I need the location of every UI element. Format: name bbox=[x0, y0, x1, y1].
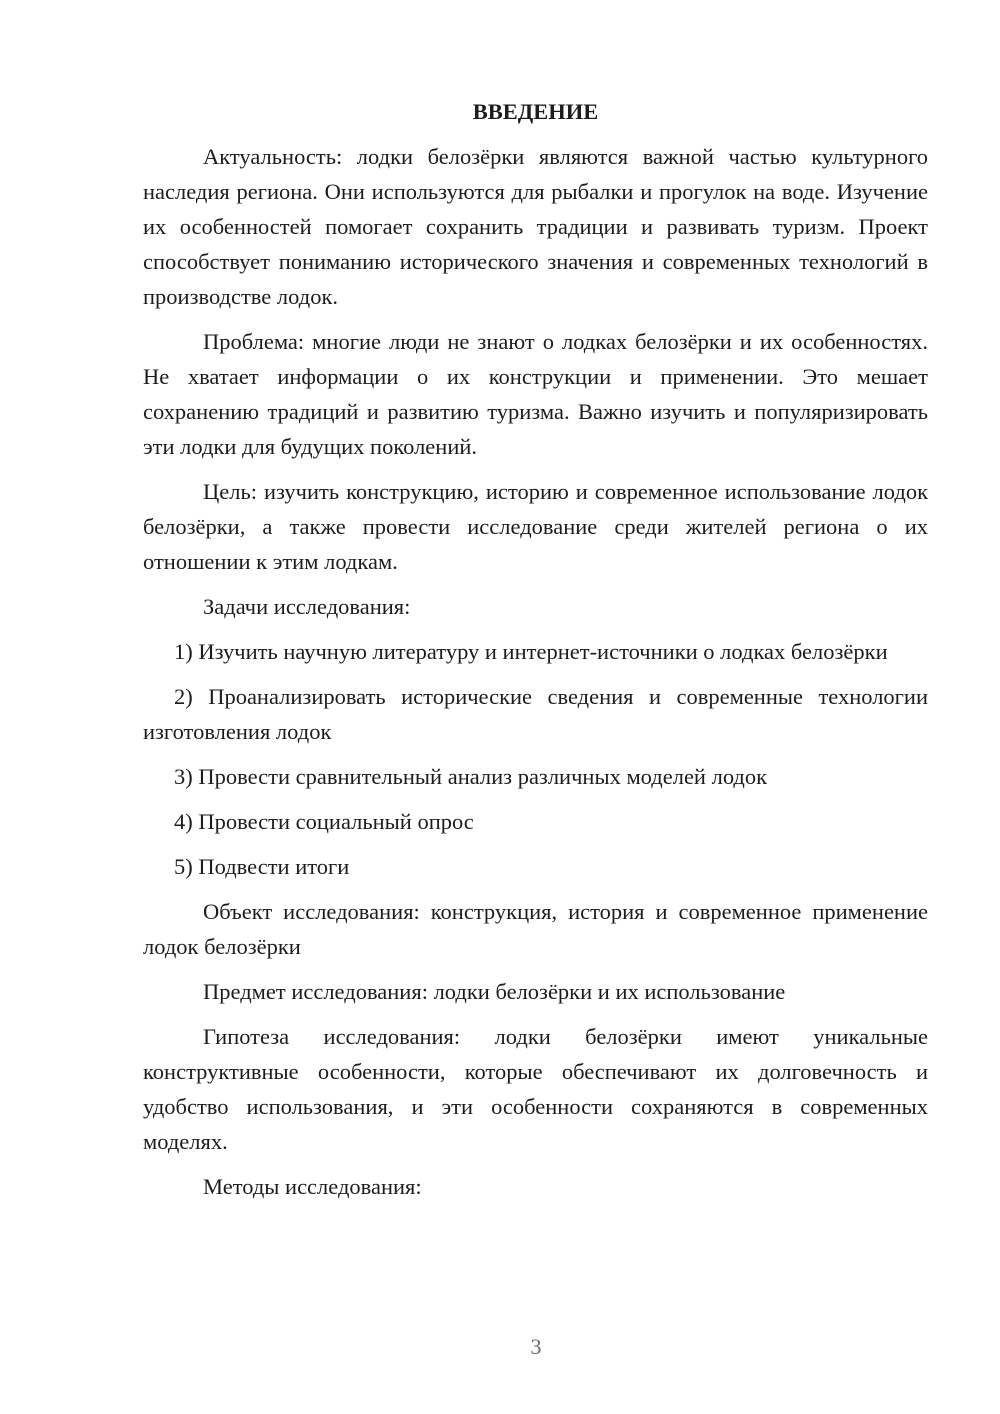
subject-paragraph: Предмет исследования: лодки белозёрки и их использование bbox=[203, 979, 786, 1004]
problem-paragraph: Проблема: многие люди не знают о лодках белозёрки и их особенностях. Не хватает информации о их конструкции и применении. Это мешает сохранению традиций и развитию туризма. Важно изучить и популяризировать эти лодки для будущих поколений. bbox=[143, 329, 928, 459]
hypothesis-paragraph: Гипотеза исследования: лодки белозёрки имеют уникальные конструктивные особенности, которые обеспечивают их долговечность и удобство использования, и эти особенности сохраняются в современных моделях. bbox=[143, 1024, 928, 1154]
page-number: 3 bbox=[530, 1334, 542, 1359]
task-item-3: 3) Провести сравнительный анализ различных моделей лодок bbox=[174, 764, 768, 789]
document-body bbox=[143, 94, 928, 1214]
relevance-paragraph: Актуальность: лодки белозёрки являются важной частью культурного наследия региона. Они используются для рыбалки и прогулок на воде. Изучение их особенностей помогает сохранить традиции и развивать туризм. Проект способствует пониманию исторического значения и современных технологий в производстве лодок. bbox=[143, 144, 928, 309]
object-paragraph: Объект исследования: конструкция, история и современное применение лодок белозёрки bbox=[143, 899, 928, 959]
task-item-4: 4) Провести социальный опрос bbox=[174, 809, 474, 834]
goal-paragraph: Цель: изучить конструкцию, историю и современное использование лодок белозёрки, а также провести исследование среди жителей региона о их отношении к этим лодкам. bbox=[143, 479, 928, 574]
task-item-1: 1) Изучить научную литературу и интернет-источники о лодках белозёрки bbox=[174, 639, 888, 664]
task-item-2: 2) Проанализировать исторические сведения и современные технологии изготовления лодок bbox=[143, 684, 928, 744]
methods-heading: Методы исследования: bbox=[203, 1174, 422, 1199]
task-item-5: 5) Подвести итоги bbox=[174, 854, 350, 879]
tasks-heading: Задачи исследования: bbox=[203, 594, 411, 619]
section-heading: ВВЕДЕНИЕ bbox=[472, 99, 599, 124]
